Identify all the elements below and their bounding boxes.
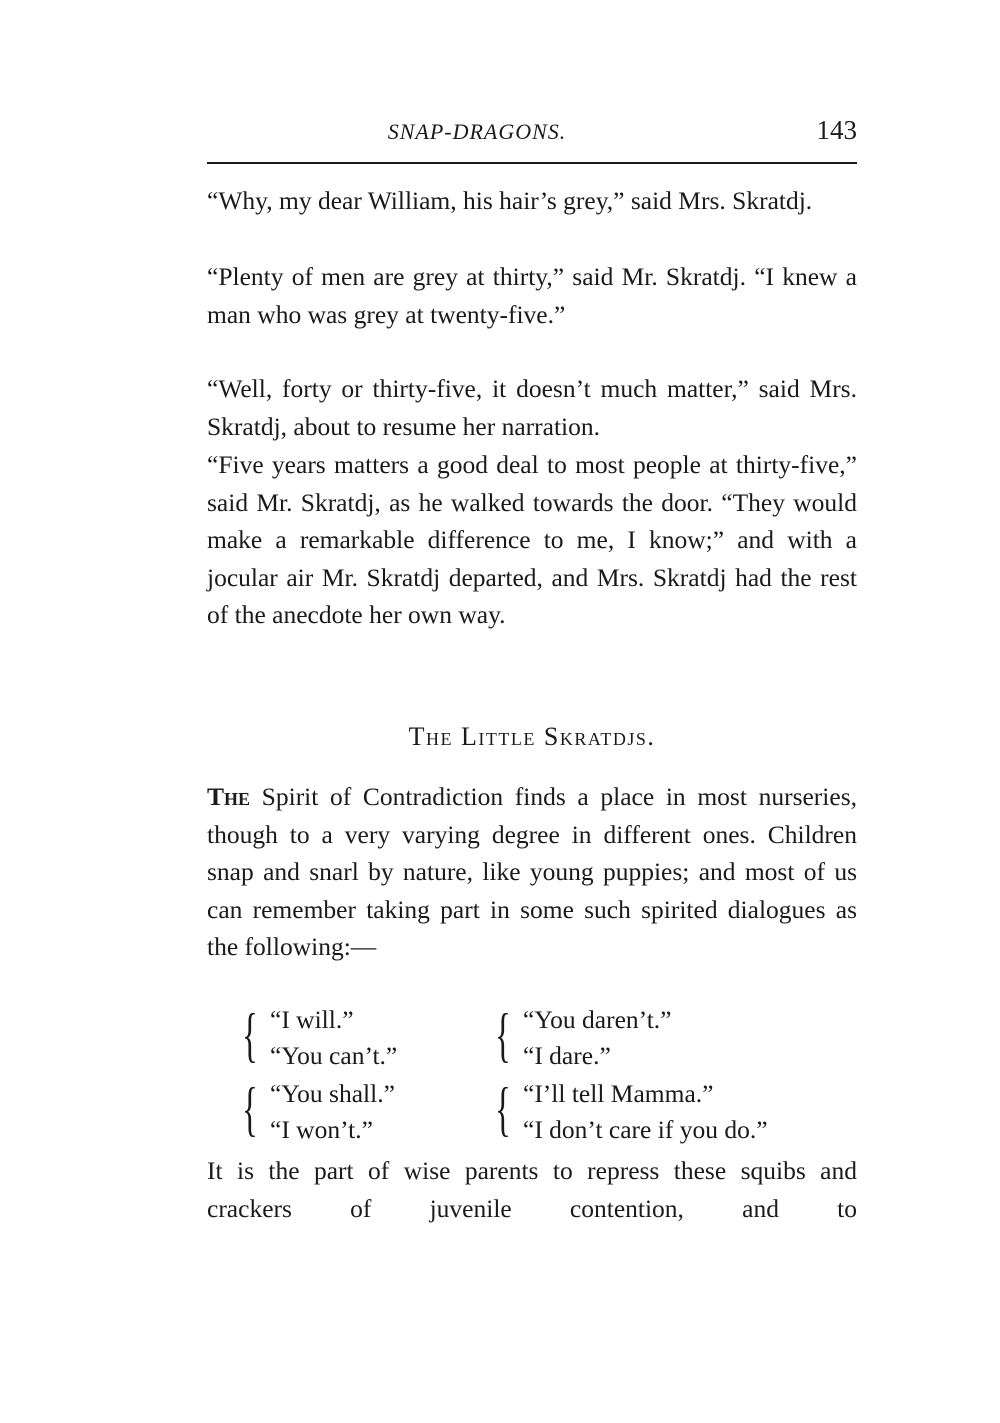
paragraph-2: “Plenty of men are grey at thirty,” said Mr. Skratdj. “I knew a man who was grey at twenty-five.”: [207, 262, 857, 329]
dialogue-line: “I will.”: [270, 1005, 354, 1034]
dialogue-line: “I dare.”: [523, 1041, 611, 1070]
lead-word: The: [207, 782, 251, 811]
paragraph-5-text: Spirit of Contradiction finds a place in most nurseries, though to a very varying degree in different ones. Children snap and snarl by nature, like young puppies; and most of us can remember taking part in some such spirited dialogues as the following:—: [207, 782, 858, 961]
dialogue-line: “I’ll tell Mamma.”: [523, 1079, 714, 1108]
header-rule: [207, 162, 857, 164]
dialogue-line: “I don’t care if you do.”: [523, 1115, 768, 1144]
dialogue-line: “I won’t.”: [270, 1115, 373, 1144]
section-heading: The Little Skratdjs.: [408, 722, 656, 751]
paragraph-1: “Why, my dear William, his hair’s grey,” said Mrs. Skratdj.: [207, 186, 813, 215]
paragraph-5: [207, 778, 857, 966]
running-title: SNAP-DRAGONS.: [387, 119, 567, 144]
paragraph-6: It is the part of wise parents to repress these squibs and crackers of juvenile contention, and to: [207, 1156, 857, 1223]
dialogue-line: “You daren’t.”: [523, 1005, 672, 1034]
running-head: [207, 113, 857, 153]
dialogue-block: [207, 1002, 857, 1155]
brace-icon: {: [495, 1076, 511, 1142]
brace-icon: {: [242, 1076, 258, 1142]
paragraph-3: “Well, forty or thirty-five, it doesn’t much matter,” said Mrs. Skratdj, about to resume her narration.: [207, 374, 857, 441]
dialogue-line: “You can’t.”: [270, 1041, 398, 1070]
brace-icon: {: [242, 1002, 258, 1068]
page-number: 143: [816, 115, 857, 145]
paragraph-4: “Five years matters a good deal to most people at thirty-five,” said Mr. Skratdj, as he walked towards the door. “They would make a remarkable difference to me, I know;” and with a jocular air Mr. Skratdj departed, and Mrs. Skratdj had the rest of the anecdote her own way.: [207, 450, 857, 629]
dialogue-line: “You shall.”: [270, 1079, 395, 1108]
brace-icon: {: [495, 1002, 511, 1068]
